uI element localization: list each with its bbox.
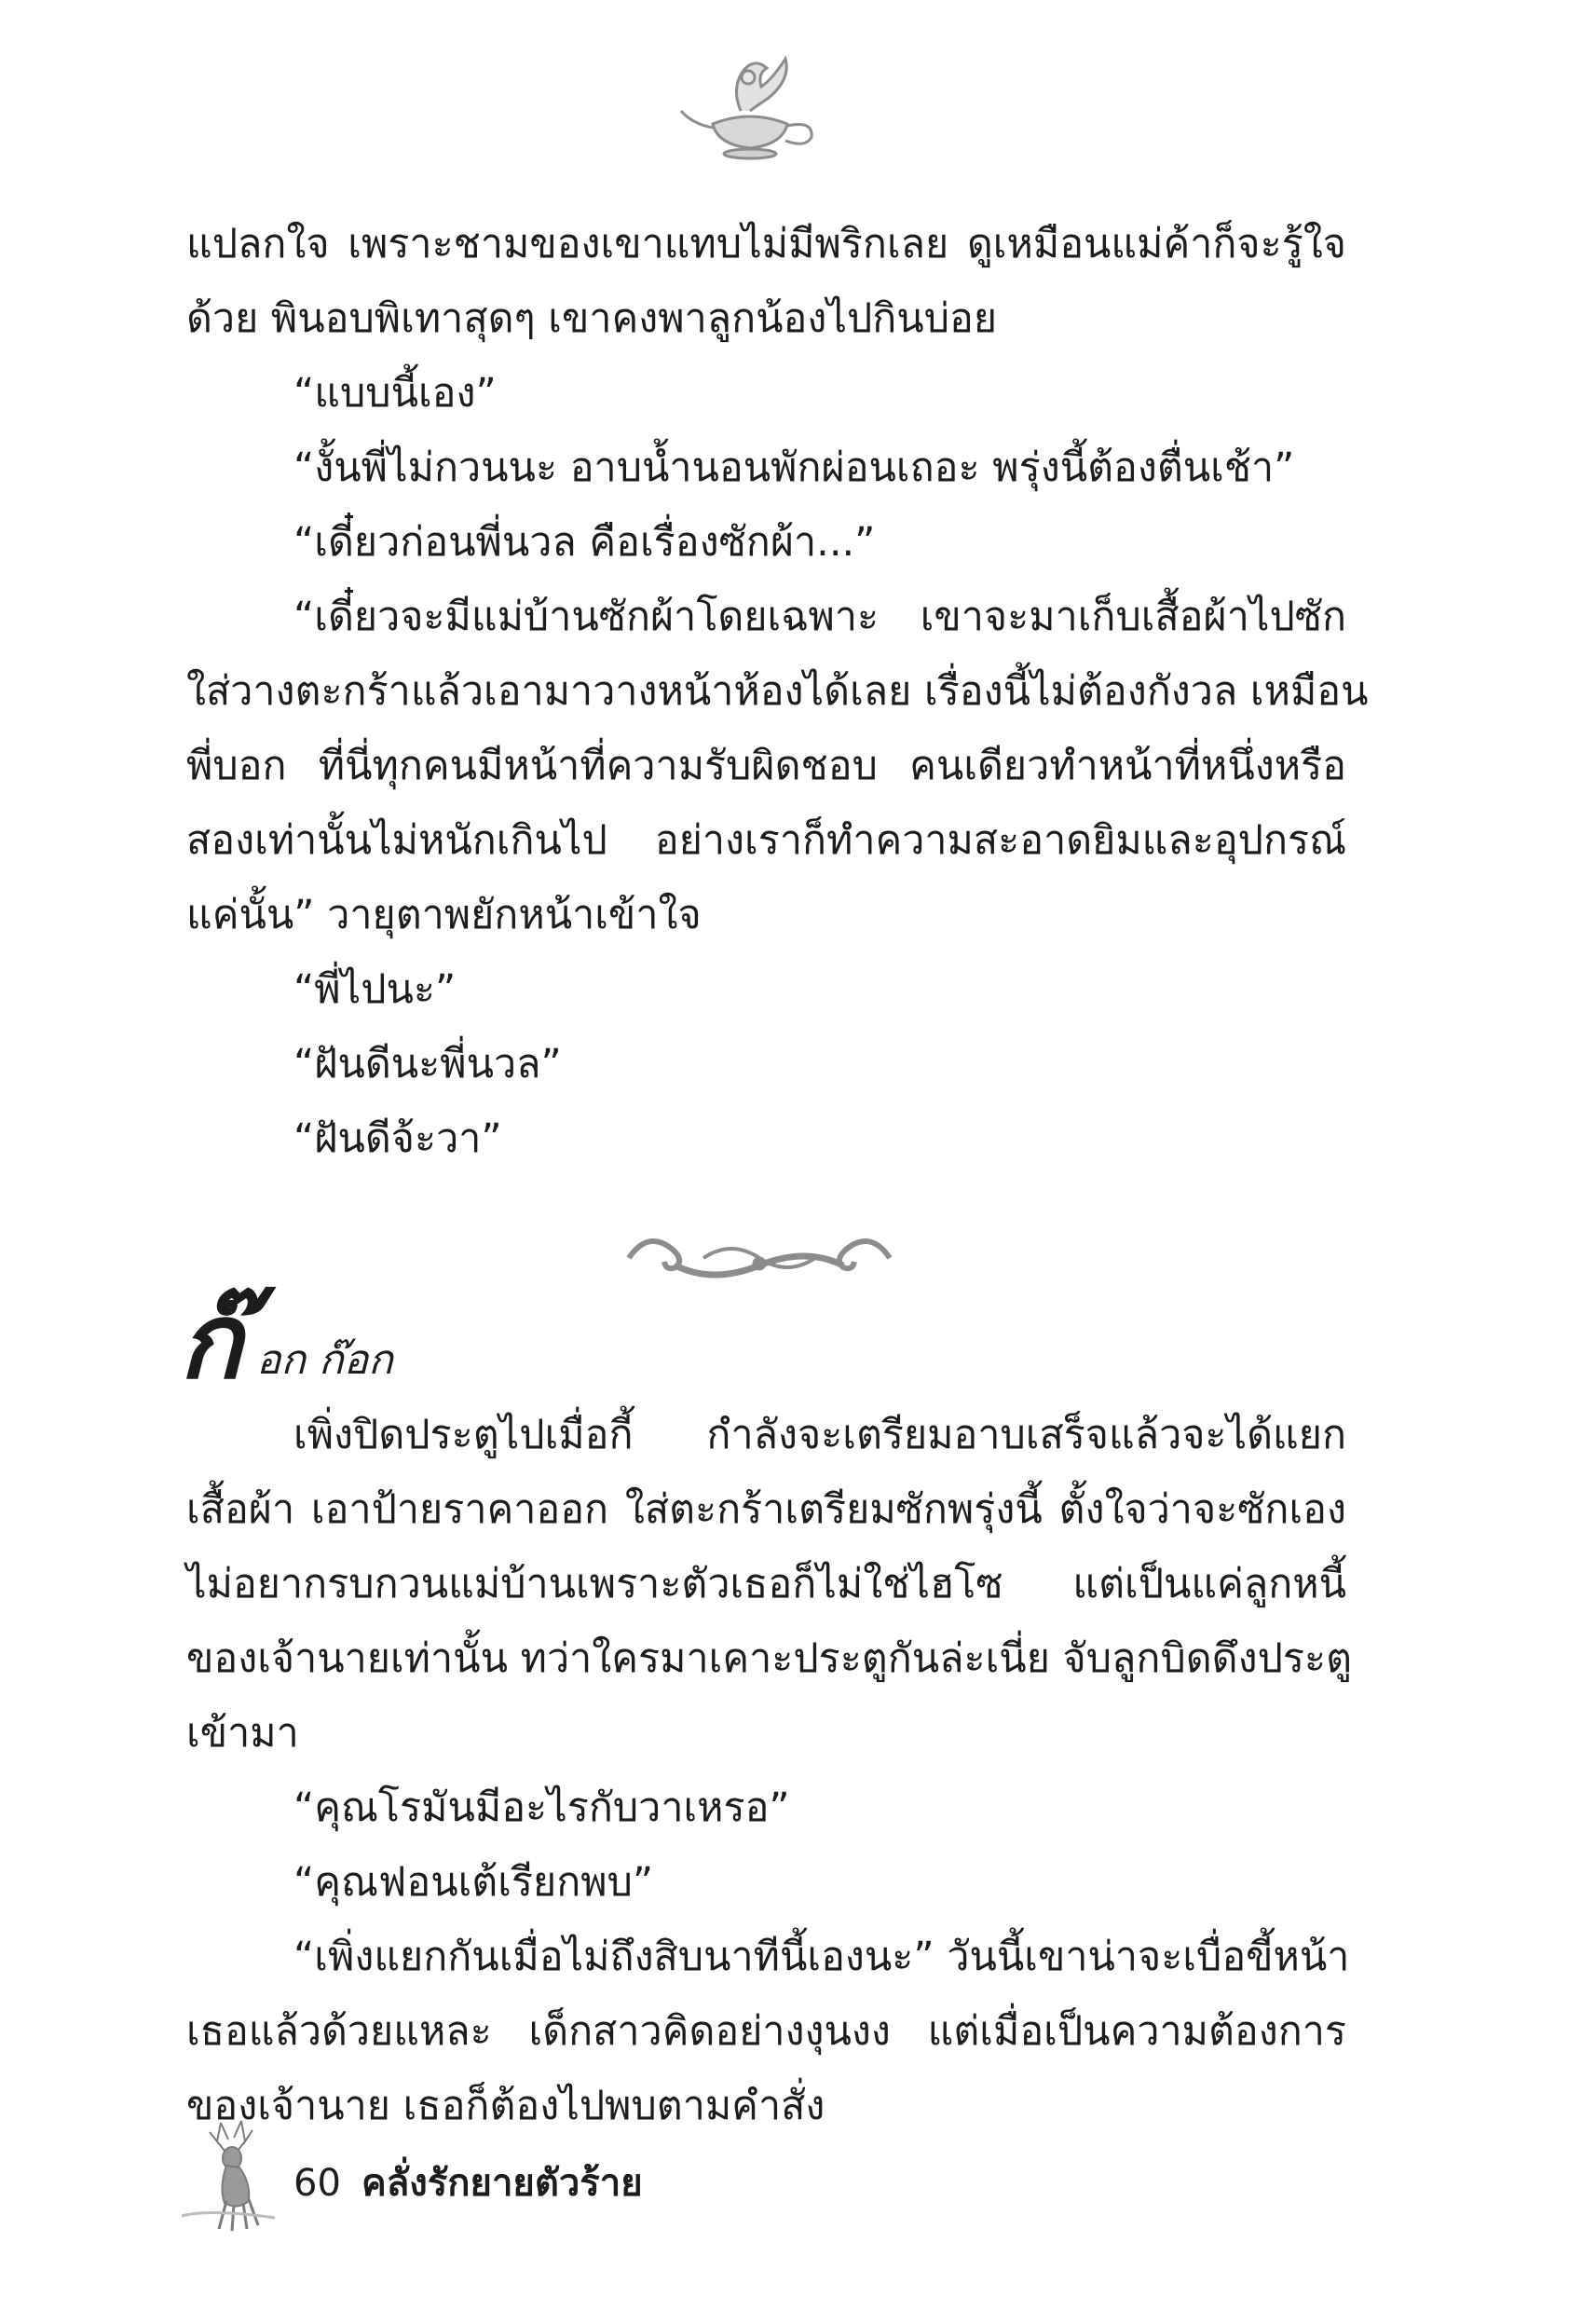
flourish-divider bbox=[610, 1211, 908, 1295]
dialogue-line: “พี่ไปนะ” bbox=[293, 966, 457, 1013]
dialogue-line: “ฝันดีจ้ะวา” bbox=[293, 1115, 502, 1162]
paragraph-line: เข้ามา bbox=[186, 1710, 299, 1757]
paragraph-line: ของเจ้านาย เธอก็ต้องไปพบตามคำสั่ง bbox=[186, 2083, 825, 2129]
paragraph-line: แปลกใจ เพราะชามของเขาแทบไม่มีพริกเลย ดูเหมือนแม่ค้าก็จะรู้ใจ bbox=[186, 221, 1346, 267]
book-title: คลั่งรักยายตัวร้าย bbox=[361, 2162, 643, 2205]
dialogue-line: “เพิ่งแยกกันเมื่อไม่ถึงสิบนาทีนี้เองนะ” วันนี้เขาน่าจะเบื่อขี้หน้า bbox=[293, 1934, 1350, 1980]
paragraph-line: ของเจ้านายเท่านั้น ทว่าใครมาเคาะประตูกันล่ะเนี่ย จับลูกบิดดึงประตู bbox=[186, 1635, 1352, 1682]
paragraph-line: เพิ่งปิดประตูไปเมื่อกี้ กำลังจะเตรียมอาบเสร็จแล้วจะได้แยก bbox=[293, 1412, 1346, 1458]
paragraph-line: ใส่วางตะกร้าแล้วเอามาวางหน้าห้องได้เลย เรื่องนี้ไม่ต้องกังวล เหมือน bbox=[186, 668, 1369, 715]
dialogue-line: “เดี๋ยวก่อนพี่นวล คือเรื่องซักผ้า...” bbox=[293, 519, 876, 566]
paragraph-line: พี่บอก ที่นี่ทุกคนมีหน้าที่ความรับผิดชอบ คนเดียวทำหน้าที่หนึ่งหรือ bbox=[186, 743, 1346, 789]
paragraph-line: สองเท่านั้นไม่หนักเกินไป อย่างเราก็ทำความสะอาดยิมและอุปกรณ์ bbox=[186, 817, 1346, 864]
dialogue-line: “งั้นพี่ไม่กวนนะ อาบน้ำนอนพักผ่อนเถอะ พรุ่งนี้ต้องตื่นเช้า” bbox=[293, 444, 1295, 491]
dialogue-line: “คุณโรมันมีอะไรกับวาเหรอ” bbox=[293, 1785, 790, 1831]
paragraph-line: ไม่อยากรบกวนแม่บ้านเพราะตัวเธอก็ไม่ใช่ไฮโซ แต่เป็นแค่ลูกหนี้ bbox=[186, 1561, 1346, 1607]
deer-icon bbox=[172, 2113, 282, 2235]
paragraph-line: ด้วย พินอบพิเทาสุดๆ เขาคงพาลูกน้องไปกินบ่อย bbox=[186, 295, 998, 342]
dialogue-line: “เดี๋ยวจะมีแม่บ้านซักผ้าโดยเฉพาะ เขาจะมาเก็บเสื้อผ้าไปซัก bbox=[293, 594, 1346, 640]
dialogue-line: “คุณฟอนเต้เรียกพบ” bbox=[293, 1859, 654, 1906]
paragraph-line: เธอแล้วด้วยแหละ เด็กสาวคิดอย่างงุนงง แต่เมื่อเป็นความต้องการ bbox=[186, 2008, 1346, 2055]
page-number: 60 bbox=[293, 2162, 341, 2205]
section-heading: อก ก๊อก bbox=[256, 1336, 393, 1384]
dialogue-line: “ฝันดีนะพี่นวล” bbox=[293, 1041, 562, 1087]
genie-lamp-icon bbox=[675, 51, 825, 161]
paragraph-line: เสื้อผ้า เอาป้ายราคาออก ใส่ตะกร้าเตรียมซักพรุ่งนี้ ตั้งใจว่าจะซักเอง bbox=[186, 1486, 1346, 1533]
drop-cap: ก๊ bbox=[179, 1281, 242, 1402]
paragraph-line: แค่นั้น” วายุตาพยักหน้าเข้าใจ bbox=[186, 892, 702, 938]
dialogue-line: “แบบนี้เอง” bbox=[293, 370, 497, 417]
